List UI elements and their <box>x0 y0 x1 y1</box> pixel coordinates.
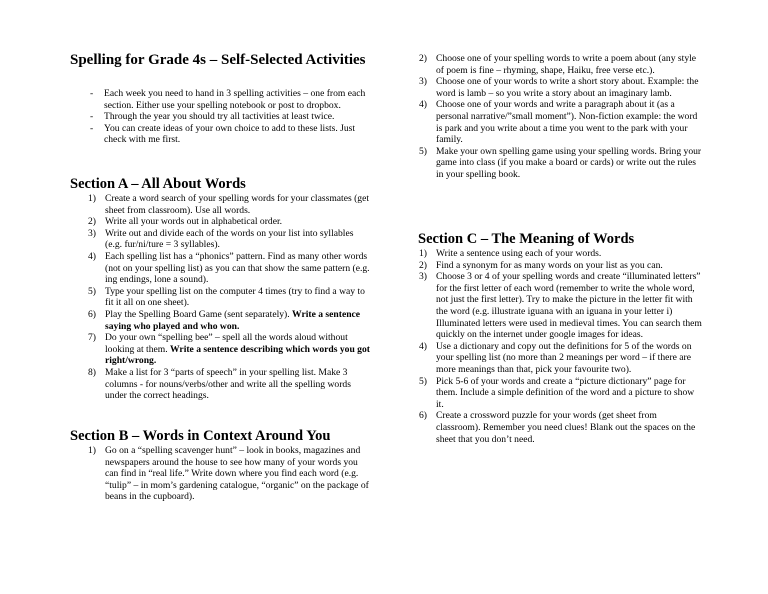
list-item <box>90 88 372 111</box>
intro-text: You can create ideas of your own choice to add to these lists. Just check with me first. <box>104 122 356 146</box>
section-a-list <box>88 193 370 402</box>
dash-bullet-icon: - <box>90 111 94 123</box>
item-text: Find a synonym for as many words on your list as you can. <box>436 259 663 271</box>
intro-text: Each week you need to hand in 3 spelling activities – one from each section. Either use your spelling notebook or post to dropbox. <box>104 88 366 111</box>
list-item <box>88 366 370 402</box>
item-text: Create a crossword puzzle for your words (get sheet from classroom). Remember you need clues! Blank out the spaces on the sheet that you don’t need. <box>436 410 696 445</box>
list-item <box>88 216 370 228</box>
item-number: 2) <box>88 216 96 228</box>
item-text: Write a sentence using each of your words. <box>436 248 602 259</box>
page-title: Spelling for Grade 4s – Self-Selected Activities <box>70 52 366 68</box>
section-a-heading: Section A – All About Words <box>70 176 246 192</box>
list-item <box>90 122 372 146</box>
list-item <box>88 285 370 309</box>
list-item <box>88 250 370 286</box>
item-text: Choose one of your spelling words to write a poem about (any style of poem is fine – rhyming, shape, Haiku, free verse etc.). <box>436 53 697 76</box>
item-number: 3) <box>419 271 427 283</box>
item-text: Make a list for 3 “parts of speech” in your spelling list. Make 3 columns - for nouns/verbs/other and write all the spelling words under the correct headings. <box>105 366 351 402</box>
list-item <box>419 375 702 411</box>
intro-text: Through the year you should try all tactivities at least twice. <box>104 111 335 123</box>
item-bold-text: Write a sentence saying who played and who won. <box>105 308 361 332</box>
list-item <box>419 145 702 181</box>
item-number: 1) <box>88 193 96 204</box>
item-text: Type your spelling list on the computer 4 times (try to find a way to fit it all on one sheet). <box>105 285 365 309</box>
item-number: 5) <box>419 145 427 157</box>
item-number: 3) <box>88 227 96 239</box>
item-number: 1) <box>419 248 427 259</box>
item-text: Choose 3 or 4 of your spelling words and create “illuminated letters” for the first letter of each word (remember to write the whole word, not just the first letter). Try to make the picture in the letter fit with the word (e.g. illustrate iguana with an iguana in your letter i) Illuminated letters were used in medieval times. You can search them quickly on the internet under google images for ideas. <box>436 271 702 341</box>
list-item <box>419 259 702 272</box>
item-number: 6) <box>88 308 96 320</box>
list-item <box>419 76 702 99</box>
dash-bullet-icon: - <box>90 88 94 99</box>
item-text: Create a word search of your spelling words for your classmates (get sheet from classroom). Use all words. <box>105 193 370 216</box>
list-item <box>88 332 370 367</box>
item-number: 1) <box>88 445 96 456</box>
list-item <box>88 227 370 251</box>
item-number: 3) <box>419 76 427 88</box>
list-item <box>88 193 370 216</box>
item-number: 4) <box>419 340 427 352</box>
list-item <box>419 271 702 341</box>
list-item <box>419 99 702 146</box>
item-text: Play the Spelling Board Game (sent separately). <box>105 308 293 320</box>
item-number: 6) <box>419 410 427 422</box>
item-number: 4) <box>419 99 427 111</box>
item-text: Do your own “spelling bee” – spell all the words aloud without looking at them. <box>105 332 348 355</box>
item-bold-text: Write a sentence describing which words you got right/wrong. <box>105 343 370 367</box>
item-text: Use a dictionary and copy out the definitions for 5 of the words on your spelling list (no more than 2 meanings per word – if there are more meanings than that, pick your favourite two). <box>436 340 692 375</box>
item-text: Write all your words out in alphabetical order. <box>105 216 283 228</box>
item-number: 7) <box>88 332 96 344</box>
list-item <box>419 410 702 445</box>
item-text: Choose one of your words to write a short story about. Example: the word is lamb – so you write a story about an imaginary lamb. <box>436 76 699 99</box>
item-number: 5) <box>419 375 427 387</box>
item-number: 4) <box>88 250 96 262</box>
item-text: Go on a “spelling scavenger hunt” – look in books, magazines and newspapers around the house to see how many of your words you can find in “real life.” Write down where you find each word (e.g. “tulip” – in mom’s gardening catalogue, “organic” on the package of beans in the cupboard). <box>105 445 369 503</box>
list-item <box>88 445 370 503</box>
list-item <box>419 340 702 376</box>
section-b-heading: Section B – Words in Context Around You <box>70 428 331 444</box>
item-number: 5) <box>88 285 96 297</box>
item-number: 2) <box>419 53 427 64</box>
item-text: Each spelling list has a “phonics” pattern. Find as many other words (not on your spelling list) as you can that show the same pattern (e.g. ing endings, lone a sound). <box>105 250 370 286</box>
item-text: Choose one of your words and write a paragraph about it (as a personal narrative/”small moment”). Non-fiction example: the word is park and you write about a time you went to the park with your family. <box>436 99 698 146</box>
list-item <box>88 308 370 332</box>
list-item <box>90 111 372 123</box>
section-c-heading: Section C – The Meaning of Words <box>418 231 635 247</box>
section-b-list-continued <box>419 53 702 181</box>
section-b-list <box>88 445 370 503</box>
item-number: 8) <box>88 366 96 378</box>
item-text: Pick 5-6 of your words and create a “picture dictionary” page for them. Include a simple definition of the word and a picture to show it. <box>436 375 695 410</box>
item-text: Write out and divide each of the words on your list into syllables (e.g. fur/ni/ture = 3 syllables). <box>105 227 354 251</box>
section-c-list <box>419 248 702 445</box>
item-number: 2) <box>419 259 427 271</box>
item-text: Make your own spelling game using your spelling words. Bring your game into class (if you make a board or cards) or write out the rules in your spelling book. <box>436 145 702 180</box>
dash-bullet-icon: - <box>90 122 94 134</box>
list-item <box>419 248 702 260</box>
list-item <box>419 53 702 76</box>
intro-list <box>90 88 372 146</box>
